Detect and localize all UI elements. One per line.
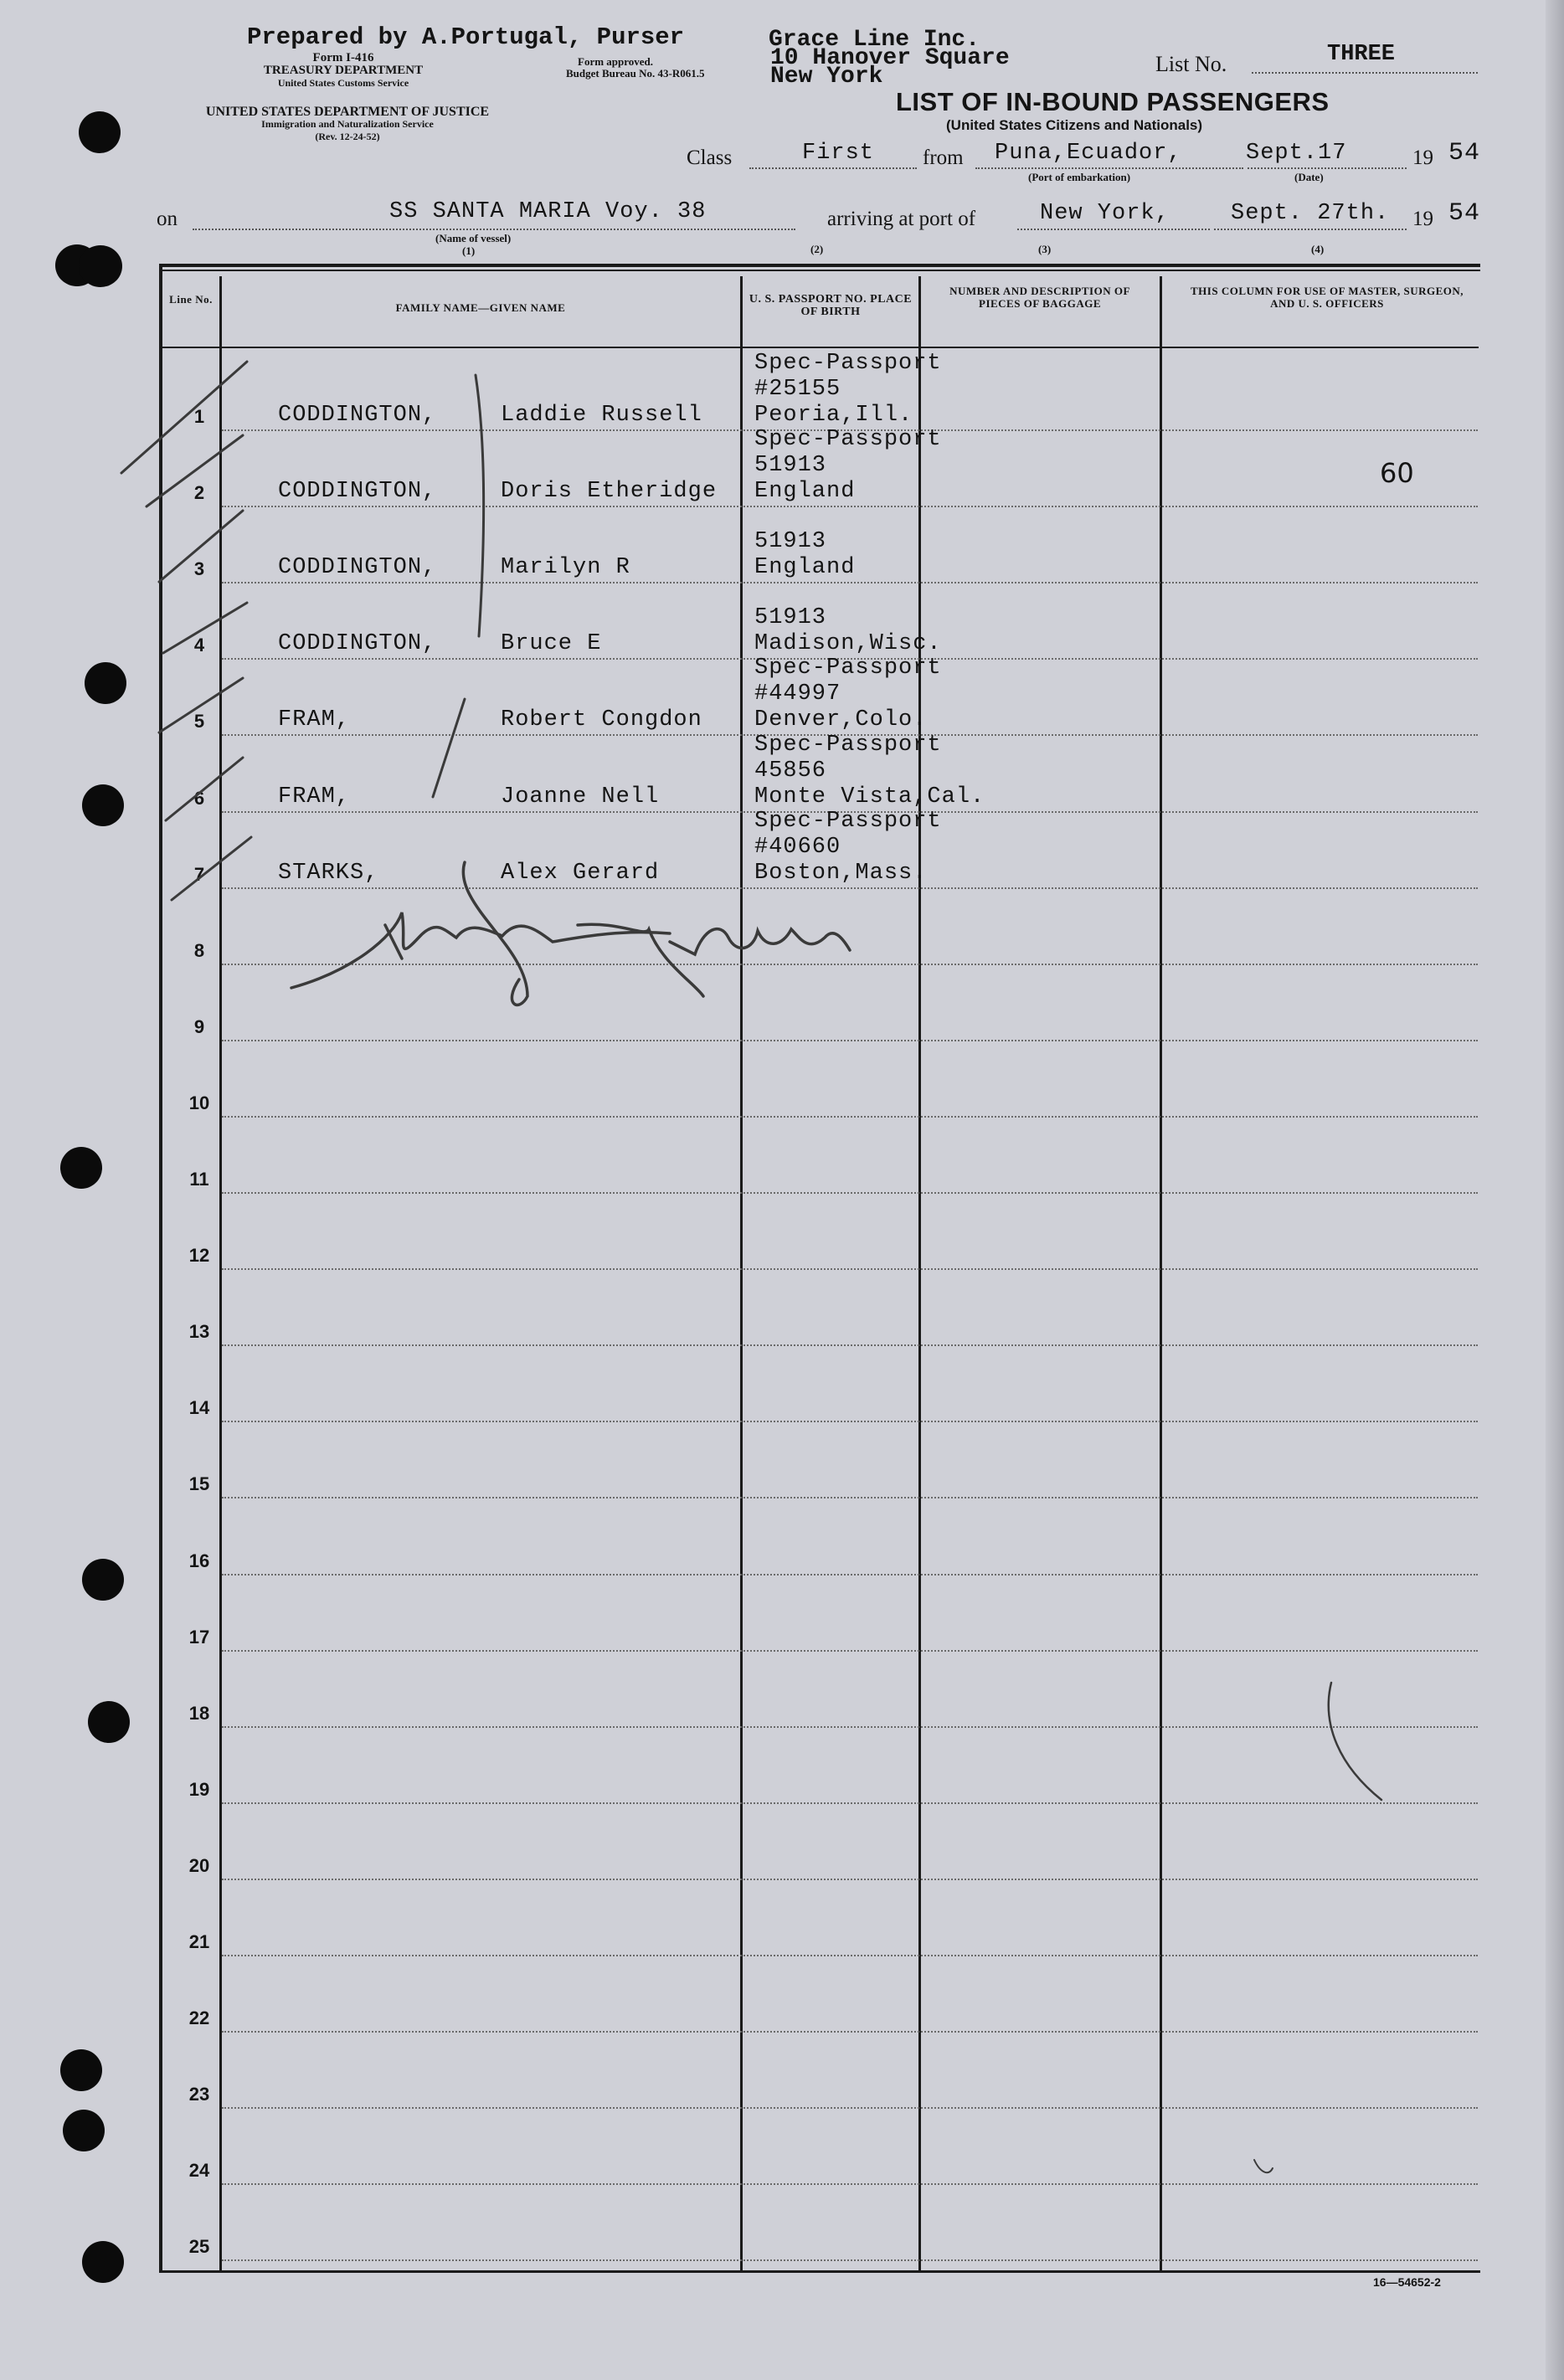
line-number: 7 [193, 863, 205, 885]
vessel-caption: (Name of vessel) [435, 232, 512, 244]
port-caption: (Port of embarkation) [1028, 171, 1131, 183]
birthplace: England [754, 479, 856, 505]
passport-col-divider [918, 276, 921, 2273]
year-suffix-1: 54 [1448, 139, 1481, 167]
family-name: STARKS, [278, 860, 379, 886]
form-approved: Form approved. [578, 55, 654, 68]
line-number: 15 [188, 1473, 210, 1495]
family-name: CODDINGTON, [278, 631, 437, 657]
caption-2: (2) [810, 243, 824, 255]
line-number: 2 [193, 482, 205, 504]
row-dotted-line [222, 506, 1478, 507]
binder-hole [82, 2241, 124, 2283]
birthplace: Denver,Colo. [754, 707, 928, 733]
birthplace: Monte Vista,Cal. [754, 784, 985, 810]
from-dots [975, 167, 1243, 169]
col-header-name: FAMILY NAME—GIVEN NAME [395, 301, 566, 314]
arrival-date: Sept. 27th. [1231, 201, 1390, 226]
binder-hole [88, 1701, 130, 1743]
row-dotted-line [222, 1116, 1478, 1118]
passport-number: 51913 [754, 529, 827, 555]
given-name: Robert Congdon [501, 707, 702, 733]
row-dotted-line [222, 1879, 1478, 1880]
line-number: 8 [193, 939, 205, 961]
document-subtitle: (United States Citizens and Nationals) [946, 117, 1203, 133]
row-dotted-line [222, 1040, 1478, 1041]
family-name: CODDINGTON, [278, 403, 437, 428]
row-dotted-line [222, 582, 1478, 583]
row-dotted-line [222, 2107, 1478, 2109]
from-value: Puna,Ecuador, [995, 141, 1182, 166]
row-dotted-line [222, 887, 1478, 889]
row-dotted-line [222, 1955, 1478, 1956]
form-number: Form I-416 [312, 51, 374, 64]
arrival-port-dots [1017, 229, 1210, 230]
birthplace: Peoria,Ill. [754, 403, 913, 428]
passport-number: 51913 [754, 605, 827, 631]
arrival-date-dots [1214, 229, 1407, 230]
page-edge-shadow [1546, 0, 1564, 2380]
header-bottom-rule [162, 347, 1479, 348]
passport-type: Spec-Passport [754, 808, 942, 834]
row-dotted-line [222, 964, 1478, 965]
given-name: Doris Etheridge [501, 479, 718, 505]
arriving-label: arriving at port of [827, 208, 976, 230]
binder-hole [82, 784, 124, 826]
given-name: Marilyn R [501, 555, 630, 581]
line-number: 20 [188, 1854, 210, 1876]
binder-hole [79, 245, 122, 287]
row-dotted-line [222, 2031, 1478, 2033]
table-left-border [159, 264, 162, 2273]
document-title: LIST OF IN-BOUND PASSENGERS [896, 87, 1330, 116]
line-number: 4 [193, 635, 205, 656]
line-number: 3 [193, 558, 205, 580]
col-header-officers: THIS COLUMN FOR USE OF MASTER, SURGEON, AND U. S. OFFICERS [1191, 285, 1464, 310]
list-no-label: List No. [1155, 52, 1227, 76]
line-number: 22 [188, 2007, 210, 2029]
given-name: Joanne Nell [501, 784, 660, 810]
birthplace: Madison,Wisc. [754, 631, 942, 657]
class-label: Class [687, 147, 733, 169]
binder-hole [60, 1147, 102, 1189]
line-number: 10 [188, 1092, 210, 1113]
year-suffix-2: 54 [1448, 199, 1481, 228]
family-name: CODDINGTON, [278, 555, 437, 581]
binder-hole [63, 2110, 105, 2151]
caption-1: (1) [462, 244, 476, 257]
date-caption: (Date) [1294, 171, 1324, 183]
passport-number: 45856 [754, 758, 827, 784]
passport-number: 51913 [754, 453, 827, 479]
immigration-service: Immigration and Naturalization Service [261, 118, 434, 130]
budget-bureau: Budget Bureau No. 43-R061.5 [566, 67, 705, 80]
customs-service: United States Customs Service [277, 77, 409, 89]
row-dotted-line [222, 2259, 1478, 2261]
passport-type: Spec-Passport [754, 351, 942, 376]
row-dotted-line [222, 1192, 1478, 1194]
officer-note: 60 [1380, 457, 1414, 489]
justice-block [151, 105, 544, 143]
table-bottom-rule [159, 2270, 1480, 2273]
line-number: 9 [193, 1015, 205, 1037]
line-number: 1 [193, 406, 205, 427]
binder-hole [82, 1559, 124, 1601]
row-dotted-line [222, 2183, 1478, 2185]
line-number: 5 [193, 711, 205, 733]
company-city: New York [770, 64, 883, 90]
caption-4: (4) [1311, 243, 1325, 255]
list-no-dots [1252, 72, 1478, 74]
table-top-rule [159, 264, 1480, 267]
row-dotted-line [222, 1726, 1478, 1728]
justice-department: UNITED STATES DEPARTMENT OF JUSTICE [205, 105, 490, 119]
list-no-value: THREE [1327, 42, 1396, 67]
col-header-line-no: Line No. [169, 293, 213, 306]
given-name: Bruce E [501, 631, 602, 657]
line-number: 12 [188, 1245, 210, 1267]
passport-number: #25155 [754, 377, 841, 402]
department: TREASURY DEPARTMENT [263, 64, 424, 77]
class-dots [749, 167, 917, 169]
line-number: 24 [188, 2160, 210, 2182]
line-number: 25 [188, 2236, 210, 2258]
binder-hole [60, 2049, 102, 2091]
company-address: 10 Hanover Square [770, 45, 1010, 71]
passport-type: Spec-Passport [754, 732, 942, 758]
family-name: FRAM, [278, 707, 351, 733]
from-label: from [923, 147, 964, 169]
baggage-col-divider [1160, 276, 1162, 2273]
family-name: CODDINGTON, [278, 479, 437, 505]
line-number: 16 [188, 1550, 210, 1571]
company-name: Grace Line Inc. [769, 27, 980, 53]
row-dotted-line [222, 1421, 1478, 1422]
arrival-port: New York, [1040, 201, 1170, 226]
prepared-by: Prepared by A.Portugal, Purser [247, 23, 685, 51]
col-header-baggage: NUMBER AND DESCRIPTION OF PIECES OF BAGGAGE [949, 285, 1130, 310]
passport-number: #44997 [754, 681, 841, 707]
birthplace: Boston,Mass. [754, 860, 928, 886]
birthplace: England [754, 555, 856, 581]
table-top-rule-2 [159, 270, 1480, 271]
row-dotted-line [222, 1574, 1478, 1576]
vessel-dots [193, 229, 795, 230]
row-dotted-line [222, 1344, 1478, 1346]
on-label: on [157, 208, 177, 230]
line-number: 13 [188, 1321, 210, 1343]
class-value: First [802, 141, 875, 166]
line-number: 6 [193, 787, 205, 809]
date-dots [1248, 167, 1407, 169]
name-col-divider [740, 276, 743, 2273]
given-name: Alex Gerard [501, 860, 660, 886]
passport-type: Spec-Passport [754, 427, 942, 453]
row-dotted-line [222, 1268, 1478, 1270]
revision-date: (Rev. 12-24-52) [315, 131, 380, 142]
line-number: 23 [188, 2084, 210, 2105]
row-dotted-line [222, 1802, 1478, 1804]
passport-number: #40660 [754, 834, 841, 860]
line-number: 11 [189, 1169, 209, 1190]
passport-type: Spec-Passport [754, 655, 942, 681]
col-header-passport: U. S. PASSPORT NO. PLACE OF BIRTH [749, 293, 913, 318]
family-name: FRAM, [278, 784, 351, 810]
line-number: 21 [188, 1931, 210, 1952]
given-name: Laddie Russell [501, 403, 702, 428]
binder-hole [85, 662, 126, 704]
binder-hole [79, 111, 121, 153]
footer-code: 16—54652-2 [1373, 2275, 1441, 2289]
line-number: 18 [188, 1702, 210, 1724]
row-dotted-line [222, 1497, 1478, 1498]
line-number: 14 [188, 1397, 210, 1419]
year-prefix-1: 19 [1412, 147, 1433, 169]
line-number: 19 [188, 1778, 210, 1800]
year-prefix-2: 19 [1412, 208, 1433, 230]
line-number: 17 [188, 1626, 210, 1647]
row-dotted-line [222, 1650, 1478, 1652]
vessel-value: SS SANTA MARIA Voy. 38 [389, 199, 707, 224]
departure-date: Sept.17 [1246, 141, 1347, 166]
caption-3: (3) [1038, 243, 1052, 255]
form-info-block [193, 52, 494, 90]
